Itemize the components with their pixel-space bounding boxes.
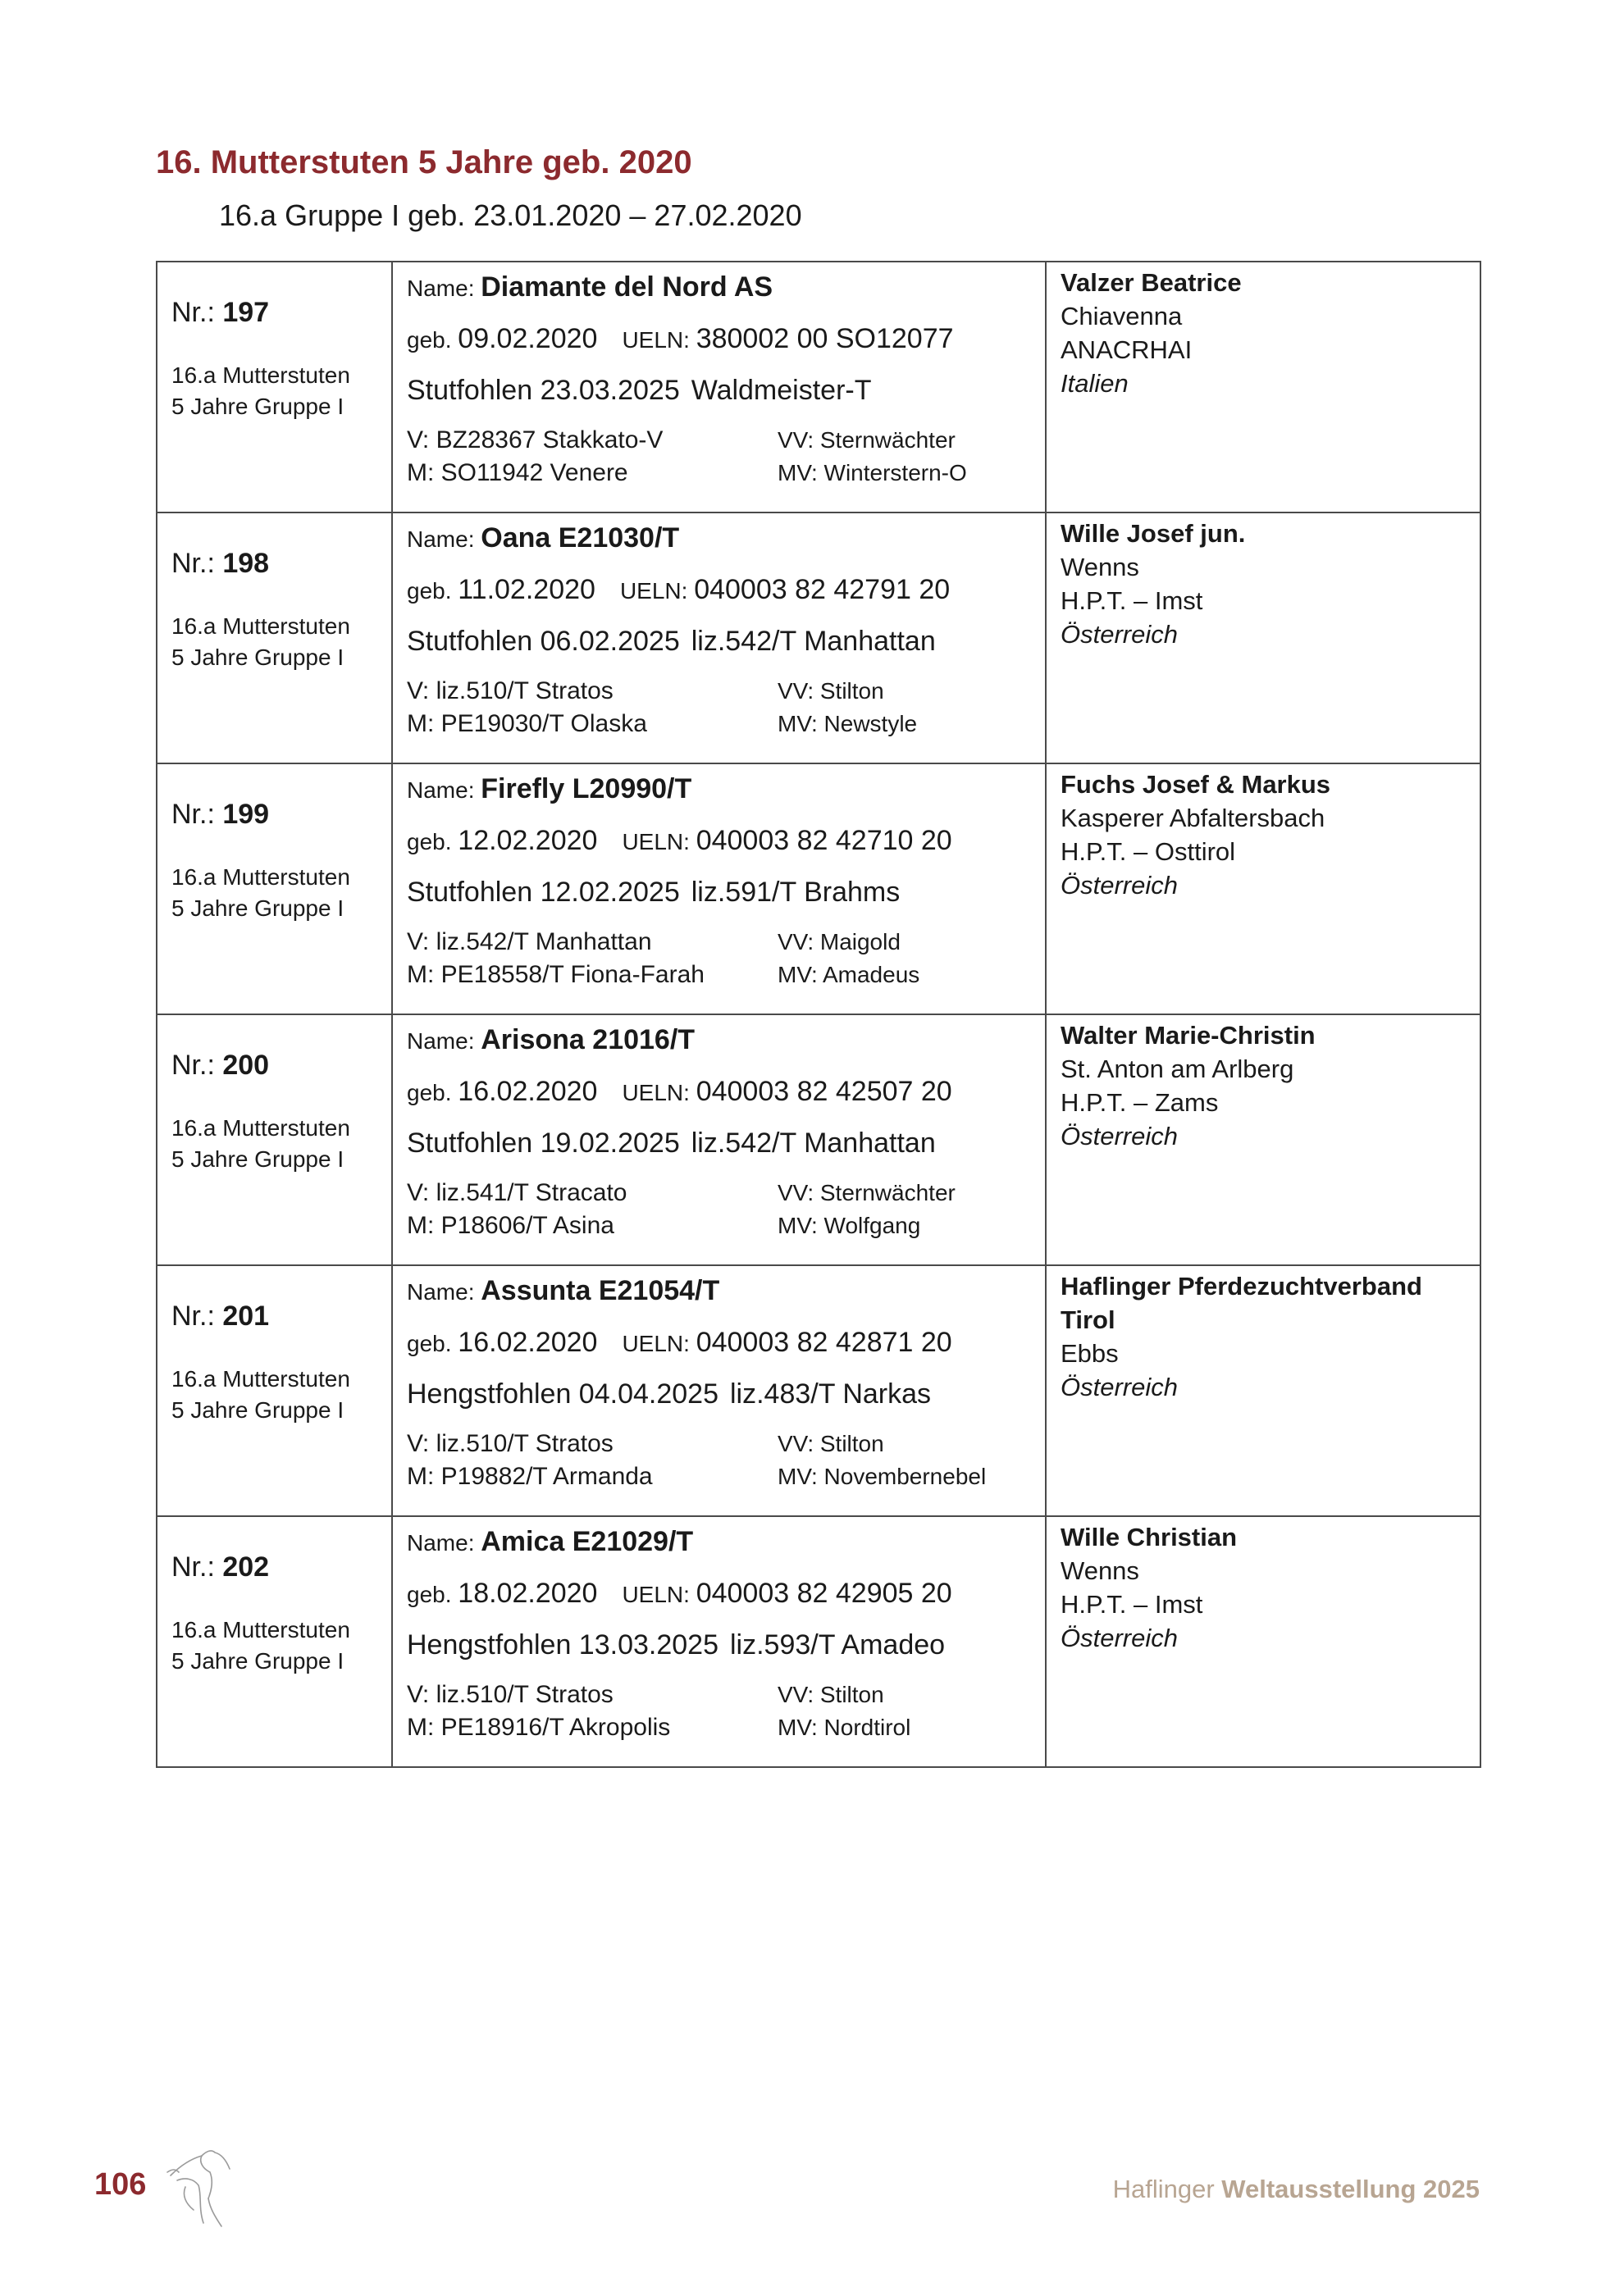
- horse-birth: [407, 1577, 1045, 1611]
- entry-row: [157, 1014, 1480, 1265]
- dam: M: P18606/T Asina: [407, 1212, 614, 1239]
- class-line-2: 5 Jahre Gruppe I: [171, 895, 344, 921]
- sire-of-sire: VV: Sternwächter: [778, 427, 956, 453]
- dam: M: PE19030/T Olaska: [407, 710, 647, 737]
- foal-value: Stutfohlen 06.02.2025: [407, 626, 680, 657]
- name-label: Name:: [407, 777, 481, 803]
- foal-sire: Waldmeister-T: [691, 375, 872, 406]
- horse-name: [407, 271, 1045, 305]
- owner-line: Wenns: [1061, 553, 1139, 581]
- class-line-2: 5 Jahre Gruppe I: [171, 1397, 344, 1423]
- geb-label: geb.: [407, 578, 458, 604]
- class-line-2: 5 Jahre Gruppe I: [171, 1648, 344, 1674]
- entry-number: [171, 1050, 391, 1082]
- geb-value: 16.02.2020: [458, 1076, 598, 1107]
- name-label: Name:: [407, 1279, 481, 1305]
- horse-cell: [392, 1014, 1046, 1265]
- owner-cell: [1046, 1265, 1480, 1516]
- dam: M: PE18916/T Akropolis: [407, 1714, 671, 1741]
- ueln-value: 380002 00 SO12077: [696, 323, 954, 354]
- name-value: Assunta E21054/T: [481, 1275, 720, 1306]
- name-label: Name:: [407, 526, 481, 552]
- owner-line: H.P.T. – Osttirol: [1061, 837, 1236, 866]
- sire-of-sire: VV: Sternwächter: [778, 1180, 956, 1205]
- ueln-label: UELN:: [622, 327, 696, 353]
- entry-class: [171, 1113, 391, 1175]
- owner-line: ANACRHAI: [1061, 335, 1193, 364]
- horse-foal: [407, 1127, 1045, 1159]
- name-value: Oana E21030/T: [481, 522, 680, 554]
- horse-birth: [407, 1326, 1045, 1360]
- entry-number-cell: [157, 1265, 392, 1516]
- entry-row: [157, 1516, 1480, 1767]
- owner-lines: [1061, 1018, 1480, 1119]
- entry-class: [171, 1615, 391, 1677]
- foal-sire: liz.483/T Narkas: [729, 1378, 932, 1410]
- footer-title-regular: Haflinger: [1112, 2175, 1222, 2203]
- horse-foal: [407, 876, 1045, 909]
- ueln-value: 040003 82 42507 20: [696, 1076, 952, 1107]
- owner-lines: [1061, 517, 1480, 617]
- horse-cell: [392, 512, 1046, 763]
- entry-row: [157, 512, 1480, 763]
- horse-foal: [407, 1378, 1045, 1410]
- entry-number-cell: [157, 763, 392, 1014]
- sire-of-dam: MV: Nordtirol: [778, 1715, 911, 1740]
- pedigree: [407, 1428, 1045, 1493]
- entry-class: [171, 611, 391, 673]
- footer-title-bold: Weltausstellung 2025: [1221, 2175, 1480, 2203]
- entry-row: [157, 763, 1480, 1014]
- geb-value: 09.02.2020: [458, 323, 598, 354]
- entry-class: [171, 1364, 391, 1426]
- entry-number: [171, 1301, 391, 1332]
- horse-foal: [407, 625, 1045, 658]
- entry-number: [171, 1551, 391, 1583]
- class-line-2: 5 Jahre Gruppe I: [171, 394, 344, 419]
- nr-label: Nr.:: [171, 1301, 223, 1332]
- sire-of-dam: MV: Newstyle: [778, 711, 918, 736]
- class-line-1: 16.a Mutterstuten: [171, 1617, 350, 1642]
- owner-cell: [1046, 763, 1480, 1014]
- geb-label: geb.: [407, 1080, 458, 1105]
- horse-cell: [392, 1516, 1046, 1767]
- owner-name: Valzer Beatrice: [1061, 268, 1242, 297]
- entry-number-cell: [157, 262, 392, 512]
- owner-line: Ebbs: [1061, 1339, 1119, 1368]
- sire-of-sire: VV: Stilton: [778, 1682, 884, 1707]
- owner-country: Österreich: [1061, 1624, 1178, 1652]
- horse-name: [407, 1023, 1045, 1058]
- dam: M: P19882/T Armanda: [407, 1463, 653, 1490]
- horse-foal: [407, 374, 1045, 407]
- section-subheading: 16.a Gruppe I geb. 23.01.2020 – 27.02.2020: [219, 198, 802, 232]
- owner-country: Italien: [1061, 369, 1129, 398]
- sire-of-sire: VV: Stilton: [778, 678, 884, 704]
- entry-row: [157, 262, 1480, 512]
- horse-name: [407, 1274, 1045, 1309]
- class-line-1: 16.a Mutterstuten: [171, 362, 350, 388]
- owner-cell: [1046, 512, 1480, 763]
- geb-value: 18.02.2020: [458, 1578, 598, 1609]
- horse-name: [407, 1525, 1045, 1560]
- ueln-value: 040003 82 42871 20: [696, 1327, 952, 1358]
- nr-label: Nr.:: [171, 1050, 223, 1081]
- entry-class: [171, 360, 391, 422]
- owner-name: Wille Christian: [1061, 1523, 1238, 1551]
- name-label: Name:: [407, 1028, 481, 1054]
- owner-cell: [1046, 1516, 1480, 1767]
- owner-cell: [1046, 262, 1480, 512]
- name-value: Amica E21029/T: [481, 1526, 694, 1557]
- sire: V: liz.510/T Stratos: [407, 1681, 614, 1708]
- owner-name: Wille Josef jun.: [1061, 519, 1246, 548]
- entry-class: [171, 862, 391, 924]
- nr-value: 198: [222, 548, 270, 579]
- dam: M: SO11942 Venere: [407, 459, 628, 486]
- nr-label: Nr.:: [171, 1551, 223, 1583]
- entry-number-cell: [157, 1014, 392, 1265]
- horse-foal: [407, 1629, 1045, 1661]
- horse-cell: [392, 262, 1046, 512]
- name-label: Name:: [407, 276, 481, 301]
- nr-value: 200: [222, 1050, 270, 1081]
- owner-name: Fuchs Josef & Markus: [1061, 770, 1331, 799]
- foal-value: Hengstfohlen 04.04.2025: [407, 1378, 718, 1410]
- entry-number-cell: [157, 1516, 392, 1767]
- class-line-2: 5 Jahre Gruppe I: [171, 645, 344, 670]
- sire: V: liz.510/T Stratos: [407, 1430, 614, 1457]
- sire: V: BZ28367 Stakkato-V: [407, 426, 664, 453]
- horse-birth: [407, 1075, 1045, 1109]
- entry-number-cell: [157, 512, 392, 763]
- pedigree: [407, 1177, 1045, 1242]
- class-line-1: 16.a Mutterstuten: [171, 613, 350, 639]
- pedigree: [407, 424, 1045, 490]
- pedigree: [407, 675, 1045, 740]
- entry-number: [171, 799, 391, 831]
- nr-label: Nr.:: [171, 297, 223, 328]
- foal-value: Stutfohlen 12.02.2025: [407, 877, 680, 908]
- owner-country: Österreich: [1061, 871, 1178, 900]
- nr-value: 202: [222, 1551, 270, 1583]
- sire-of-sire: VV: Stilton: [778, 1431, 884, 1456]
- nr-value: 197: [222, 297, 270, 328]
- ueln-value: 040003 82 42791 20: [694, 574, 951, 605]
- ueln-label: UELN:: [622, 1331, 696, 1356]
- ueln-label: UELN:: [619, 578, 695, 604]
- foal-value: Stutfohlen 19.02.2025: [407, 1128, 680, 1159]
- owner-country: Österreich: [1061, 1122, 1178, 1150]
- dam: M: PE18558/T Fiona-Farah: [407, 961, 705, 988]
- horse-cell: [392, 763, 1046, 1014]
- horse-name: [407, 772, 1045, 807]
- class-line-1: 16.a Mutterstuten: [171, 1115, 350, 1141]
- horse-birth: [407, 824, 1045, 859]
- owner-country: Österreich: [1061, 1373, 1178, 1401]
- ueln-value: 040003 82 42905 20: [696, 1578, 952, 1609]
- name-value: Firefly L20990/T: [481, 773, 692, 804]
- nr-value: 199: [222, 799, 270, 830]
- nr-label: Nr.:: [171, 548, 223, 579]
- footer-title: [1113, 2175, 1480, 2204]
- ueln-label: UELN:: [622, 1582, 696, 1607]
- foal-sire: liz.542/T Manhattan: [691, 1128, 936, 1159]
- sire-of-dam: MV: Amadeus: [778, 962, 920, 987]
- geb-label: geb.: [407, 829, 458, 854]
- owner-lines: [1061, 266, 1480, 367]
- horse-birth: [407, 322, 1045, 357]
- foal-sire: liz.593/T Amadeo: [729, 1629, 946, 1660]
- foal-sire: liz.542/T Manhattan: [691, 626, 936, 657]
- ueln-label: UELN:: [622, 1080, 696, 1105]
- geb-value: 12.02.2020: [458, 825, 598, 856]
- owner-name: Haflinger Pferdezuchtverband Tirol: [1061, 1272, 1422, 1334]
- owner-country: Österreich: [1061, 620, 1178, 649]
- ueln-label: UELN:: [622, 829, 696, 854]
- geb-label: geb.: [407, 1331, 458, 1356]
- owner-name: Walter Marie-Christin: [1061, 1021, 1316, 1050]
- geb-label: geb.: [407, 1582, 458, 1607]
- owner-line: Kasperer Abfaltersbach: [1061, 804, 1325, 832]
- horse-name: [407, 522, 1045, 556]
- section-heading: 16. Mutterstuten 5 Jahre geb. 2020: [156, 144, 692, 180]
- owner-line: Wenns: [1061, 1556, 1139, 1585]
- owner-line: H.P.T. – Zams: [1061, 1088, 1219, 1117]
- owner-lines: [1061, 1520, 1480, 1621]
- entries-table: [156, 261, 1481, 1768]
- owner-line: H.P.T. – Imst: [1061, 1590, 1203, 1619]
- owner-line: St. Anton am Arlberg: [1061, 1055, 1294, 1083]
- page-number: 106: [94, 2167, 147, 2202]
- foal-value: Stutfohlen 23.03.2025: [407, 375, 680, 406]
- horse-birth: [407, 573, 1045, 608]
- class-line-2: 5 Jahre Gruppe I: [171, 1146, 344, 1172]
- sire-of-sire: VV: Maigold: [778, 929, 901, 954]
- sire-of-dam: MV: Wolfgang: [778, 1213, 921, 1238]
- name-value: Arisona 21016/T: [481, 1024, 696, 1055]
- owner-line: H.P.T. – Imst: [1061, 586, 1203, 615]
- horse-cell: [392, 1265, 1046, 1516]
- owner-lines: [1061, 1269, 1480, 1370]
- owner-cell: [1046, 1014, 1480, 1265]
- pedigree: [407, 1679, 1045, 1744]
- foal-value: Hengstfohlen 13.03.2025: [407, 1629, 718, 1660]
- sire: V: liz.542/T Manhattan: [407, 928, 652, 955]
- owner-lines: [1061, 768, 1480, 868]
- ueln-value: 040003 82 42710 20: [696, 825, 952, 856]
- class-line-1: 16.a Mutterstuten: [171, 1366, 350, 1392]
- entry-number: [171, 548, 391, 580]
- horse-logo-icon: [161, 2144, 235, 2234]
- geb-value: 16.02.2020: [458, 1327, 598, 1358]
- name-value: Diamante del Nord AS: [481, 271, 773, 303]
- sire: V: liz.510/T Stratos: [407, 677, 614, 704]
- nr-label: Nr.:: [171, 799, 223, 830]
- sire-of-dam: MV: Winterstern-O: [778, 460, 967, 485]
- name-label: Name:: [407, 1530, 481, 1556]
- geb-value: 11.02.2020: [458, 574, 595, 605]
- nr-value: 201: [222, 1301, 270, 1332]
- entry-number: [171, 297, 391, 329]
- class-line-1: 16.a Mutterstuten: [171, 864, 350, 890]
- foal-sire: liz.591/T Brahms: [691, 877, 901, 908]
- owner-line: Chiavenna: [1061, 302, 1183, 330]
- geb-label: geb.: [407, 327, 458, 353]
- entry-row: [157, 1265, 1480, 1516]
- sire: V: liz.541/T Stracato: [407, 1179, 627, 1206]
- pedigree: [407, 926, 1045, 991]
- sire-of-dam: MV: Novembernebel: [778, 1464, 987, 1489]
